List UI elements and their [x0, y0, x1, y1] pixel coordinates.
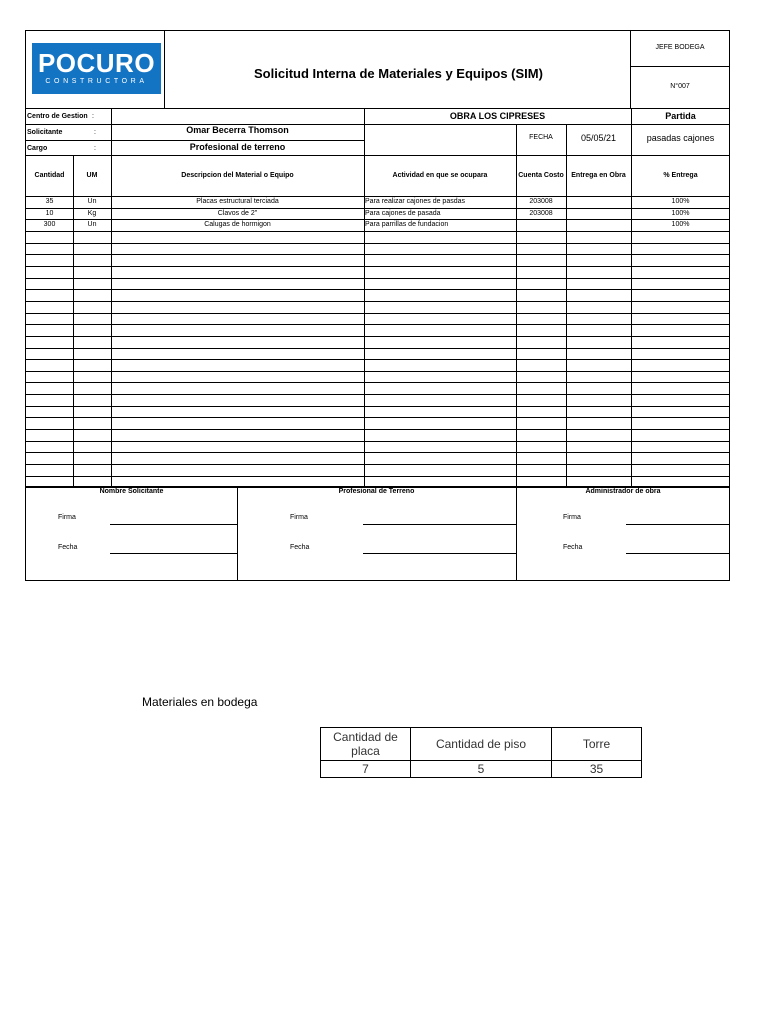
colon: :: [94, 129, 96, 136]
jefe-bodega-label: JEFE BODEGA: [655, 44, 705, 51]
table-header: Cantidad: [34, 172, 65, 179]
table-cell: 100%: [671, 209, 690, 217]
stock-header-piso: Cantidad de piso: [411, 728, 552, 761]
fecha-sign-label: Fecha: [563, 544, 583, 551]
stock-table: [320, 727, 642, 778]
grid-line: [26, 313, 730, 314]
table-header: Cuenta Costo: [518, 172, 564, 179]
table-header: UM: [86, 172, 98, 179]
table-header: Actividad en que se ocupara: [392, 172, 488, 179]
colon: :: [92, 113, 94, 120]
grid-line: [26, 266, 730, 267]
stock-value-placa: 7: [321, 761, 411, 778]
form-number: N°007: [670, 83, 690, 90]
grid-line: [26, 254, 730, 255]
signature-line: [626, 553, 730, 554]
fecha-label: FECHA: [529, 134, 553, 141]
grid-line: [26, 371, 730, 372]
grid-line: [26, 476, 730, 477]
stock-header-placa: Cantidad de placa: [321, 728, 411, 761]
cargo-value: Profesional de terreno: [189, 142, 286, 152]
sig-header-administrador: Administrador de obra: [585, 488, 661, 495]
grid-line: [26, 140, 364, 141]
stock-title: Materiales en bodega: [142, 695, 258, 709]
grid-line: [26, 359, 730, 360]
table-header: Descripcion del Material o Equipo: [181, 172, 294, 179]
fecha-value: 05/05/21: [580, 133, 617, 143]
sig-header-solicitante: Nombre Solicitante: [99, 488, 164, 495]
grid-line: [237, 486, 238, 581]
table-cell: 35: [45, 198, 54, 205]
stock-header-torre: Torre: [552, 728, 642, 761]
table-cell: Para realizar cajones de pasdas: [365, 198, 466, 205]
form-title: Solicitud Interna de Materiales y Equipos (SIM): [254, 66, 543, 81]
table-cell: Kg: [87, 209, 97, 217]
partida-label: Partida: [665, 111, 696, 121]
grid-line: [516, 486, 517, 581]
table-cell: Clavos de 2": [217, 209, 258, 217]
cargo-label: Cargo: [27, 145, 48, 152]
signature-line: [110, 553, 237, 554]
solicitante-label: Solicitante: [27, 129, 63, 136]
stock-value-piso: 5: [411, 761, 552, 778]
grid-line: [26, 108, 730, 109]
firma-label: Firma: [58, 514, 76, 521]
fecha-sign-label: Fecha: [58, 544, 78, 551]
grid-line: [26, 289, 730, 290]
grid-line: [26, 336, 730, 337]
grid-line: [26, 394, 730, 395]
firma-label: Firma: [290, 514, 308, 521]
table-cell: Placas estructural terciada: [196, 198, 279, 205]
table-cell: Para parrillas de fundacion: [365, 221, 449, 229]
table-cell: Calugas de hormigon: [204, 221, 271, 229]
signature-line: [363, 524, 516, 525]
grid-line: [26, 382, 730, 383]
grid-line: [26, 155, 730, 156]
grid-line: [26, 324, 730, 325]
table-cell: 100%: [671, 198, 690, 205]
signature-line: [110, 524, 237, 525]
grid-line: [26, 464, 730, 465]
stock-value-torre: 35: [552, 761, 642, 778]
table-cell: 203008: [529, 198, 553, 205]
grid-line: [26, 243, 730, 244]
grid-line: [26, 417, 730, 418]
table-header: % Entrega: [663, 172, 698, 179]
sim-form: [25, 30, 730, 581]
table-cell: Un: [87, 198, 97, 205]
solicitante-value: Omar Becerra Thomson: [186, 125, 289, 135]
logo-subtext: CONSTRUCTORA: [45, 78, 148, 85]
grid-line: [26, 348, 730, 349]
grid-line: [364, 124, 730, 125]
table-cell: 203008: [529, 209, 553, 217]
centro-label: Centro de Gestion: [27, 113, 88, 120]
table-cell: Para cajones de pasada: [365, 209, 441, 217]
grid-line: [26, 278, 730, 279]
signature-line: [363, 553, 516, 554]
grid-line: [26, 429, 730, 430]
table-cell: 10: [45, 209, 54, 217]
table-header: Entrega en Obra: [571, 172, 626, 179]
company-logo: [32, 43, 161, 94]
table-cell: 100%: [671, 221, 690, 229]
logo-text: POCURO: [37, 48, 156, 78]
firma-label: Firma: [563, 514, 581, 521]
table-cell: Un: [87, 221, 97, 229]
grid-line: [164, 31, 165, 108]
colon: :: [94, 145, 96, 152]
grid-line: [26, 441, 730, 442]
sig-header-profesional: Profesional de Terreno: [338, 488, 415, 495]
grid-line: [630, 66, 730, 67]
obra-name: OBRA LOS CIPRESES: [449, 111, 546, 121]
table-cell: 300: [43, 221, 56, 229]
partida-value: pasadas cajones: [646, 133, 715, 143]
signature-line: [626, 524, 730, 525]
grid-line: [26, 452, 730, 453]
grid-line: [26, 231, 730, 232]
grid-line: [566, 155, 567, 487]
grid-line: [26, 301, 730, 302]
fecha-sign-label: Fecha: [290, 544, 310, 551]
grid-line: [26, 406, 730, 407]
